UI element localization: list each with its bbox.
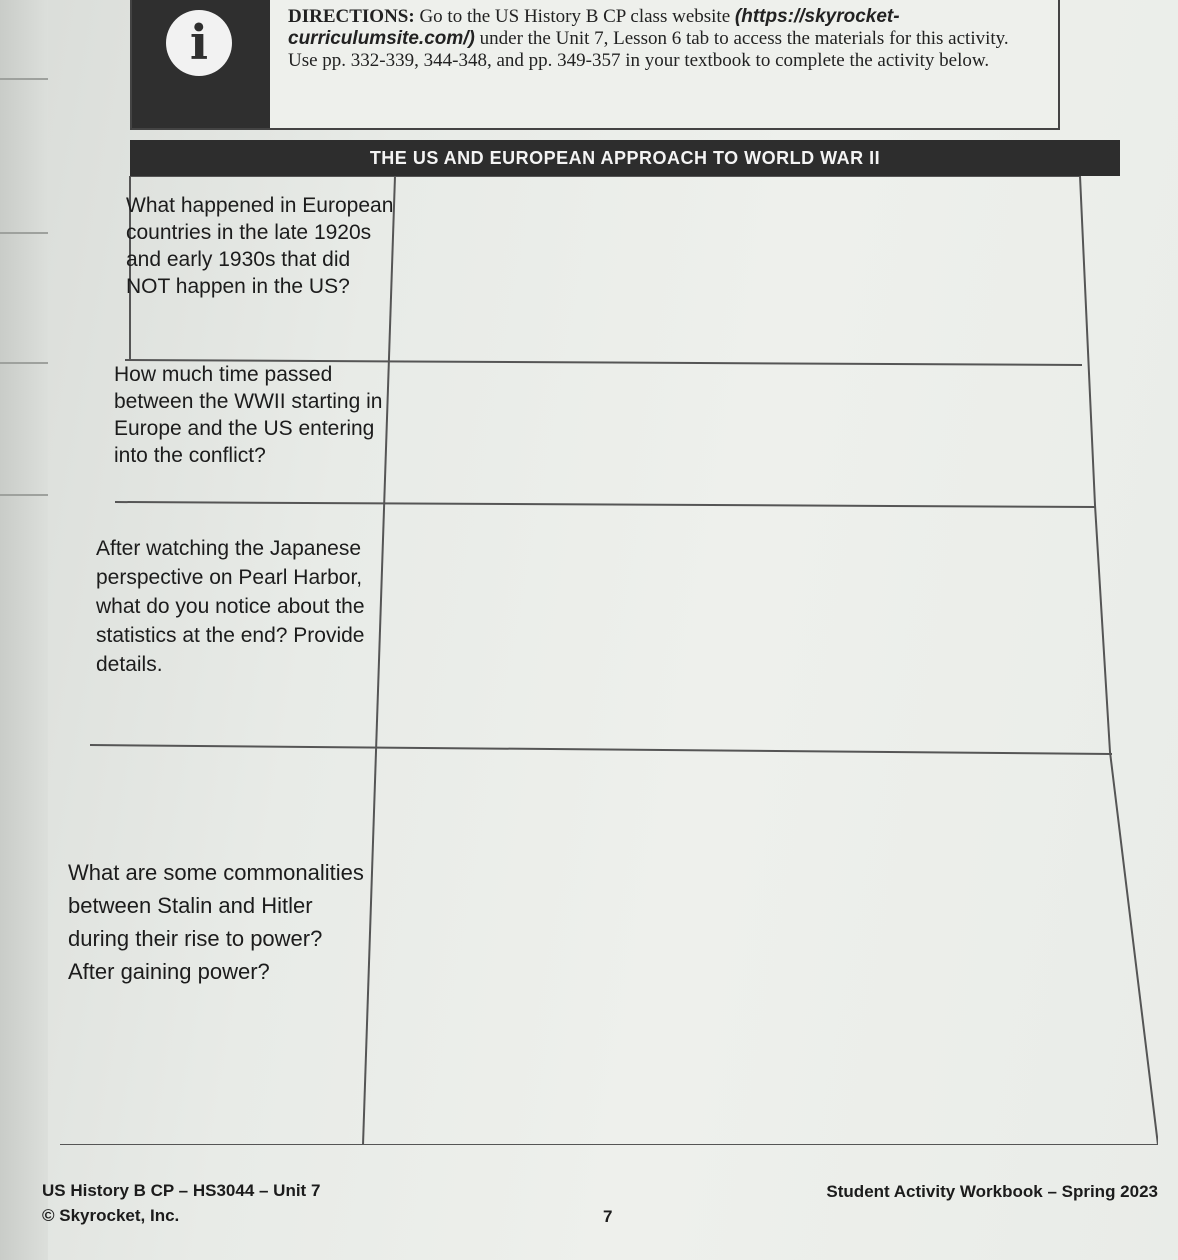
footer-left <box>42 1178 320 1228</box>
footer-copyright: © Skyrocket, Inc. <box>42 1206 180 1225</box>
question-4: What are some commonalities between Stalin and Hitler during their rise to power? After gaining power? <box>68 860 364 984</box>
question-1: What happened in European countries in the late 1920s and early 1930s that did NOT happen in the US? <box>126 194 394 298</box>
answer-field-1[interactable] <box>396 178 1080 360</box>
binding-line <box>0 494 48 496</box>
page-number: 7 <box>603 1207 613 1226</box>
question-2: How much time passed between the WWII starting in Europe and the US entering into the conflict? <box>114 363 383 467</box>
binding-line <box>0 362 48 364</box>
info-block <box>132 0 270 128</box>
binding-line <box>0 232 48 234</box>
activity-table <box>60 140 1158 1145</box>
footer-workbook: Student Activity Workbook – Spring 2023 <box>826 1182 1158 1201</box>
footer-course: US History B CP – HS3044 – Unit 7 <box>42 1181 321 1200</box>
directions-part-1: Go to the US History B CP class website <box>414 6 735 27</box>
directions-box <box>130 0 1060 130</box>
question-3: After watching the Japanese perspective on Pearl Harbor, what do you notice about the statistics at the end? Provide details. <box>96 537 365 676</box>
table-title: THE US AND EUROPEAN APPROACH TO WORLD WAR II <box>130 140 1120 176</box>
directions-text <box>288 6 1028 72</box>
answer-field-2[interactable] <box>390 364 1090 502</box>
directions-part-2: under the Unit 7, Lesson 6 tab to access the materials for this activity. Use pp. 332-339, 344-348, and pp. 349-357 in your textbook to complete the activity below. <box>288 28 1009 71</box>
directions-lead: DIRECTIONS: <box>288 6 415 27</box>
info-icon: i <box>166 10 232 76</box>
answer-field-3[interactable] <box>382 507 1102 747</box>
binding-line <box>0 78 48 80</box>
binding-edge <box>0 0 48 1260</box>
directions-url: (https://skyrocket-curriculumsite.com/) <box>288 6 900 49</box>
answer-field-4[interactable] <box>366 754 1146 1142</box>
